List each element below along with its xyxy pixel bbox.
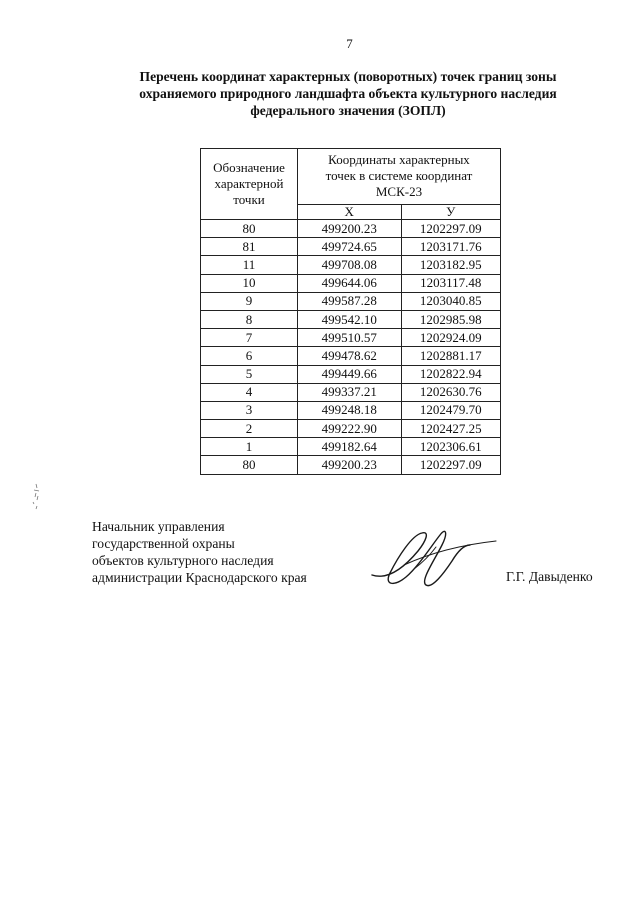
title-line: Перечень координат характерных (поворотных) точек границ зоны	[139, 69, 557, 84]
header-line: точки	[233, 192, 265, 207]
table-row	[201, 456, 501, 474]
x-coordinate-cell: 499478.62	[298, 347, 402, 365]
signer-name: Г.Г. Давыденко	[506, 569, 593, 584]
y-coordinate-cell: 1202427.25	[401, 420, 501, 438]
point-cell: 3	[201, 401, 298, 419]
y-coordinate-cell: 1202630.76	[401, 383, 501, 401]
header-line: Координаты характерных	[328, 152, 470, 168]
point-cell: 5	[201, 365, 298, 383]
table-row	[201, 347, 501, 365]
x-coordinate-cell: 499248.18	[298, 401, 402, 419]
point-cell: 2	[201, 420, 298, 438]
signatory-position	[92, 518, 307, 586]
header-line: Обозначение	[213, 160, 285, 175]
table-row	[201, 365, 501, 383]
point-cell: 9	[201, 292, 298, 310]
header-line: точек в системе координат	[325, 168, 473, 184]
y-coordinate-cell: 1202924.09	[401, 329, 501, 347]
position-line: государственной охраны	[92, 536, 235, 551]
x-coordinate-cell: 499337.21	[298, 383, 402, 401]
handwritten-signature	[360, 523, 500, 595]
title-line: охраняемого природного ландшафта объекта культурного наследия	[139, 86, 557, 101]
x-coordinate-cell: 499222.90	[298, 420, 402, 438]
y-coordinate-cell: 1202985.98	[401, 310, 501, 328]
x-column-header: Х	[298, 204, 402, 219]
x-coordinate-cell: 499724.65	[298, 238, 402, 256]
y-coordinate-cell: 1203182.95	[401, 256, 501, 274]
point-cell: 4	[201, 383, 298, 401]
x-coordinate-cell: 499200.23	[298, 456, 402, 474]
y-coordinate-cell: 1203040.85	[401, 292, 501, 310]
point-cell: 81	[201, 238, 298, 256]
x-coordinate-cell: 499510.57	[298, 329, 402, 347]
table-row	[201, 383, 501, 401]
point-cell: 8	[201, 310, 298, 328]
point-cell: 6	[201, 347, 298, 365]
table-row	[201, 438, 501, 456]
table-row	[201, 274, 501, 292]
x-coordinate-cell: 499542.10	[298, 310, 402, 328]
table-row	[201, 220, 501, 238]
point-cell: 80	[201, 456, 298, 474]
document-title	[98, 68, 598, 119]
point-cell: 80	[201, 220, 298, 238]
scan-speck-mark	[30, 482, 44, 512]
y-column-header: У	[401, 204, 501, 219]
x-coordinate-cell: 499644.06	[298, 274, 402, 292]
y-coordinate-cell: 1203171.76	[401, 238, 501, 256]
table-row	[201, 401, 501, 419]
coordinates-header	[298, 149, 501, 205]
point-cell: 1	[201, 438, 298, 456]
y-coordinate-cell: 1202479.70	[401, 401, 501, 419]
y-coordinate-cell: 1202822.94	[401, 365, 501, 383]
x-coordinate-cell: 499587.28	[298, 292, 402, 310]
page-number: 7	[346, 36, 353, 51]
table-row	[201, 238, 501, 256]
table-row	[201, 329, 501, 347]
x-coordinate-cell: 499182.64	[298, 438, 402, 456]
header-line: характерной	[214, 176, 284, 191]
y-coordinate-cell: 1202306.61	[401, 438, 501, 456]
y-coordinate-cell: 1202297.09	[401, 220, 501, 238]
title-line: федерального значения (ЗОПЛ)	[250, 103, 446, 118]
x-coordinate-cell: 499200.23	[298, 220, 402, 238]
point-cell: 10	[201, 274, 298, 292]
table-row	[201, 292, 501, 310]
point-cell: 7	[201, 329, 298, 347]
table-row	[201, 256, 501, 274]
position-line: объектов культурного наследия	[92, 553, 274, 568]
header-line: МСК-23	[375, 184, 423, 200]
point-cell: 11	[201, 256, 298, 274]
y-coordinate-cell: 1202297.09	[401, 456, 501, 474]
y-coordinate-cell: 1202881.17	[401, 347, 501, 365]
y-coordinate-cell: 1203117.48	[401, 274, 501, 292]
position-line: Начальник управления	[92, 519, 225, 534]
point-designation-header	[201, 149, 298, 220]
table-row	[201, 420, 501, 438]
x-coordinate-cell: 499449.66	[298, 365, 402, 383]
x-coordinate-cell: 499708.08	[298, 256, 402, 274]
position-line: администрации Краснодарского края	[92, 570, 307, 585]
coordinates-table	[200, 148, 501, 475]
table-row	[201, 310, 501, 328]
